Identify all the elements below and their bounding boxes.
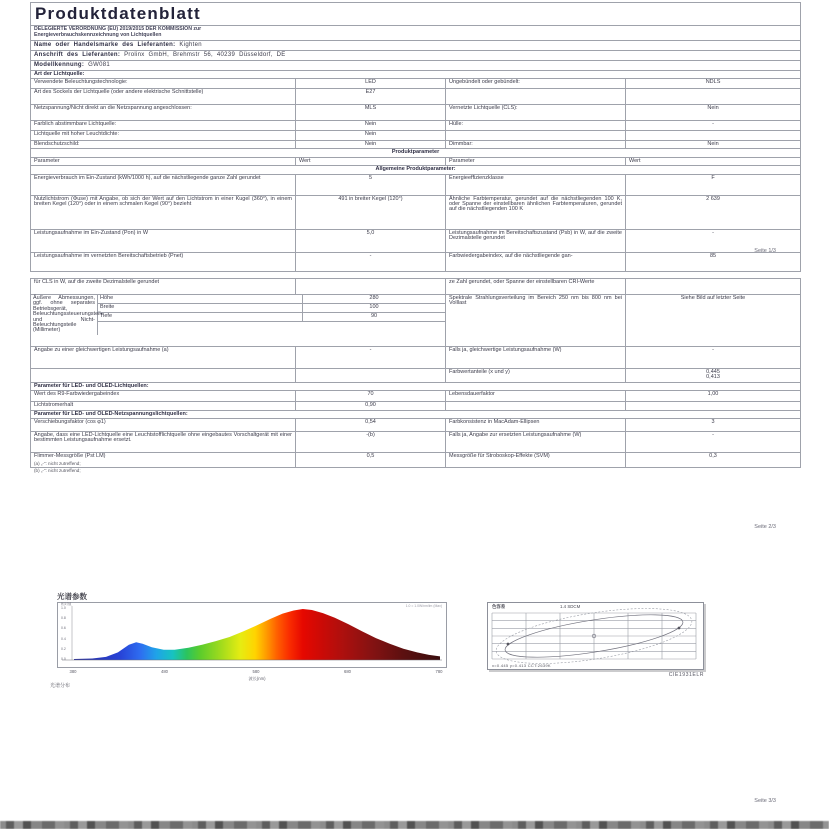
cell-label: Vernetzte Lichtquelle (CLS): (446, 105, 626, 121)
cell-value: 0,54 (296, 419, 446, 432)
table-row (31, 141, 801, 149)
cell-label: Falls ja, gleichwertige Leistungsaufnahme (W) (446, 347, 626, 369)
cell-label: Flimmer-Messgröße (Pst LM) (31, 453, 296, 468)
cell-label: Dimmbar: (446, 141, 626, 149)
cell-label: Wert des R9-Farbwiedergabeindex (31, 391, 296, 402)
y-tick-label: 1.0 (61, 606, 66, 610)
cell-value: - (296, 252, 446, 271)
chromaticity-y: 0,413 (706, 374, 720, 381)
cell-label: für CLS in W, auf die zweite Dezimalstelle gerundet (31, 279, 296, 295)
cell-label: Verwendete Beleuchtungstechnologie: (31, 79, 296, 89)
column-header: Parameter (31, 157, 296, 165)
spectrum-area-plot (58, 603, 444, 665)
cell-label: Leistungsaufnahme im Ein-Zustand (Pon) in W (31, 229, 296, 252)
table-row (31, 79, 801, 89)
dimension-name: Breite (98, 304, 303, 312)
cell-label: Leistungsaufnahme im Bereitschaftszustand (Psb) in W, auf die zweite Dezimalstelle gerundet (446, 229, 626, 252)
cell-value (296, 279, 446, 295)
model-value: GW081 (88, 61, 111, 68)
cell-value: 1,00 (626, 391, 801, 402)
cell-value (626, 131, 801, 141)
product-params-header: Produktparameter (31, 149, 801, 157)
cell-value (626, 279, 801, 295)
spectrum-sublabel: 光谱分布 (50, 683, 71, 689)
model-row (31, 60, 801, 70)
supplier-value: Kighten (179, 41, 202, 48)
model-label: Modellkennung: (34, 61, 85, 68)
spectrum-chart (57, 602, 447, 668)
cell-label (446, 89, 626, 105)
cell-label: Lebensdauerfaktor (446, 391, 626, 402)
cell-label: Falls ja, Angabe zur ersetzten Leistungsaufnahme (W) (446, 432, 626, 453)
column-header-row (31, 157, 801, 165)
cell-value (626, 402, 801, 410)
cell-value: Nein (626, 141, 801, 149)
page2-table (30, 278, 801, 468)
cell-value: 0,3 (626, 453, 801, 468)
dimension-row (98, 304, 445, 313)
cell-label: Hülle: (446, 121, 626, 131)
dimensions-label: Äußere Abmessungen, ggf. ohne separates Betriebsgerät, Beleuchtungssteuerungsteile und Nicht-Beleuchtungsteile (Millimeter) (33, 295, 104, 334)
cell-value: 85 (626, 252, 801, 271)
y-tick-label: 0.0 (61, 657, 66, 661)
regulation-line2: Energieverbrauchskennzeichnung von Lichtquellen (34, 31, 162, 38)
chromaticity-diagram (487, 602, 704, 670)
dimension-value: 280 (369, 295, 379, 301)
column-header: Wert (296, 157, 446, 165)
cell-value: - (296, 347, 446, 369)
cell-label: Spektrale Strahlungsverteilung im Bereich 250 nm bis 800 nm bei Volllast (446, 295, 626, 347)
cell-value: E27 (296, 89, 446, 105)
column-header: Parameter (446, 157, 626, 165)
address-row (31, 50, 801, 60)
supplier-label: Name oder Handelsmarke des Lieferanten: (34, 41, 176, 48)
dimension-row (98, 313, 445, 322)
regulation-line1: DELEGIERTE VERORDNUNG (EU) 2019/2015 DER KOMMISSION zur (34, 26, 202, 32)
cell-value (296, 369, 446, 383)
table-row (31, 419, 801, 432)
cell-label: Art des Sockels der Lichtquelle (oder andere elektrische Schnittstelle) (31, 89, 296, 105)
chromaticity-coordinates: x=0.445 y=0.413 CCT:2639K (492, 663, 551, 668)
cell-label (446, 131, 626, 141)
table-row (31, 369, 801, 383)
mains-params-header: Parameter für LED- und OLED-Netzspannungslichtquellen: (31, 410, 801, 418)
general-params-header: Allgemeine Produktparameter: (31, 166, 801, 174)
led-params-header: Parameter für LED- und OLED-Lichtquellen: (31, 382, 801, 390)
dimension-row (98, 295, 445, 304)
x-tick-label: 480 (161, 669, 168, 674)
cell-value: - (626, 432, 801, 453)
table-row (31, 105, 801, 121)
cell-value (626, 369, 801, 383)
spectrum-y-axis-note: 相对值 (61, 602, 72, 606)
y-tick-label: 0.6 (61, 626, 66, 631)
cell-label: Netzspannung/Nicht direkt an die Netzspannung angeschlossen: (31, 105, 296, 121)
spectrum-chart-title: 光谱参数 (57, 592, 87, 601)
cell-label: Verschiebungsfaktor (cos φ1) (31, 419, 296, 432)
table-row (31, 402, 801, 410)
chromaticity-tolerance-value: 1.4 SDCM (560, 604, 581, 609)
cell-label: Angabe, dass eine LED-Lichtquelle eine Leuchtstofflichtquelle ohne eingebautes Vorschaltgerät mit einer bestimmten Leistungsaufnahme ersetzt. (31, 432, 296, 453)
cell-value: LED (296, 79, 446, 89)
chromaticity-x: 0,445 (706, 369, 720, 375)
cell-label: Leistungsaufnahme im vernetzten Bereitschaftsbetrieb (Pnet) (31, 252, 296, 271)
cell-label: Energieverbrauch im Ein-Zustand (kWh/1000 h), auf die nächstliegende ganze Zahl gerundet (31, 174, 296, 195)
table-row (31, 347, 801, 369)
footnote-b: (b) „-“: nicht zutreffend; (34, 468, 81, 473)
x-tick-label: 580 (252, 669, 260, 674)
dimension-value: 100 (369, 304, 379, 310)
table-row (31, 252, 801, 271)
dimension-name: Höhe (98, 295, 303, 303)
cell-value: 3 (626, 419, 801, 432)
cell-label: Lichtquelle mit hoher Leuchtdichte: (31, 131, 296, 141)
table-row (31, 174, 801, 195)
cell-value (626, 89, 801, 105)
cell-value: 0,5 (296, 453, 446, 468)
cell-value: Nein (296, 141, 446, 149)
column-header: Wert (626, 157, 801, 165)
cell-value: -(b) (296, 432, 446, 453)
chromaticity-ellipse-plot (488, 603, 701, 667)
cell-label: Farbkonsistenz in MacAdam-Ellipsen (446, 419, 626, 432)
regulation-text (31, 26, 801, 41)
cell-value: 0,90 (296, 402, 446, 410)
table-row (31, 391, 801, 402)
cell-label: Ähnliche Farbtemperatur, gerundet auf die nächstliegenden 100 K, oder Spanne der einstellbaren ähnlichen Farbtemperaturen, gerundet auf die nächstliegenden 100 K (446, 195, 626, 229)
cell-value: - (626, 229, 801, 252)
page-title: Produktdatenblatt (31, 3, 801, 26)
cell-value: Nein (626, 105, 801, 121)
cell-label: Blendschutzschild: (31, 141, 296, 149)
cell-label: Lichtstromerhalt (31, 402, 296, 410)
cell-value: 5 (296, 174, 446, 195)
type-header: Art der Lichtquelle: (31, 70, 801, 78)
spectrum-scale-note: 1.0 = 1.0W/nm/lm (Max) (405, 604, 442, 608)
cell-label: ze Zahl gerundet, oder Spanne der einstellbaren CRI-Werte (446, 279, 626, 295)
cell-label: Messgröße für Stroboskop-Effekte (SVM) (446, 453, 626, 468)
cell-value: 491 in breiter Kegel (120°) (296, 195, 446, 229)
dimensions-row (31, 295, 801, 347)
table-row (31, 229, 801, 252)
dimensions-cell (31, 295, 446, 347)
table-row (31, 195, 801, 229)
address-label: Anschrift des Lieferanten: (34, 51, 121, 58)
x-tick-label: 680 (344, 669, 351, 674)
footnote-a: (a) „-“: nicht zutreffend; (34, 461, 81, 466)
x-tick-label: 380 (69, 669, 77, 674)
table-row (31, 121, 801, 131)
table-row (31, 279, 801, 295)
cell-value: Nein (296, 121, 446, 131)
page3-charts: 光谱参数 相对值 1.0 = 1.0W/nm/lm (Max) 1.0 0.8 0.6 0.4 0.2 0.0 380 480 580 680 780 波长(nm) 光谱分布 色容差 1.4 SDCM x=0.445 y=0.413 CCT:2639K CIE1931ELR Seite 3/3 (50, 592, 776, 804)
cell-label: Ungebündelt oder gebündelt: (446, 79, 626, 89)
cell-label: Farbwertanteile (x und y) (446, 369, 626, 383)
y-tick-label: 0.4 (61, 636, 66, 641)
x-tick-label: 780 (435, 669, 443, 674)
chromaticity-title: 色容差 (492, 604, 506, 609)
cell-label (446, 402, 626, 410)
supplier-row (31, 40, 801, 50)
table-row (31, 131, 801, 141)
cell-value: 2 639 (626, 195, 801, 229)
cell-label: Farbwiedergabeindex, auf die nächstliegende gan- (446, 252, 626, 271)
dimension-value: 90 (370, 313, 378, 319)
photo-edge-strip (0, 821, 829, 829)
cell-value: F (626, 174, 801, 195)
page-number-2: Seite 2/3 (754, 524, 776, 530)
cell-value: 70 (296, 391, 446, 402)
table-row (31, 453, 801, 468)
cell-value: MLS (296, 105, 446, 121)
page-number-1: Seite 1/3 (754, 248, 776, 254)
dimension-name: Tiefe (98, 313, 303, 321)
cell-label (31, 369, 296, 383)
chromaticity-caption: CIE1931ELR (668, 672, 704, 678)
dimensions-subtable (98, 295, 445, 335)
cell-value: NDLS (626, 79, 801, 89)
cell-value: Nein (296, 131, 446, 141)
address-value: Prolinx GmbH, Brehmstr 56, 40239 Düsseldorf, DE (124, 51, 286, 58)
page1-table (30, 2, 801, 272)
cell-label: Angabe zu einer gleichwertigen Leistungsaufnahme (a) (31, 347, 296, 369)
cell-value: - (626, 121, 801, 131)
cell-value: 5,0 (296, 229, 446, 252)
cell-value: - (626, 347, 801, 369)
table-row (31, 432, 801, 453)
table-row (31, 89, 801, 105)
cell-label: Nutzlichtstrom (Φuse) mit Angabe, ob sich der Wert auf den Lichtstrom in einer Kugel (360°), in einem breiten Kegel (120°) oder in einem schmalen Kegel (90°) bezieht (31, 195, 296, 229)
cell-label: Farblich abstimmbare Lichtquelle: (31, 121, 296, 131)
page-number-3: Seite 3/3 (754, 798, 776, 804)
cell-label: Energieeffizienzklasse (446, 174, 626, 195)
y-tick-label: 0.2 (61, 646, 66, 651)
cell-value: Siehe Bild auf letzter Seite (626, 295, 801, 347)
y-tick-label: 0.8 (61, 616, 66, 621)
